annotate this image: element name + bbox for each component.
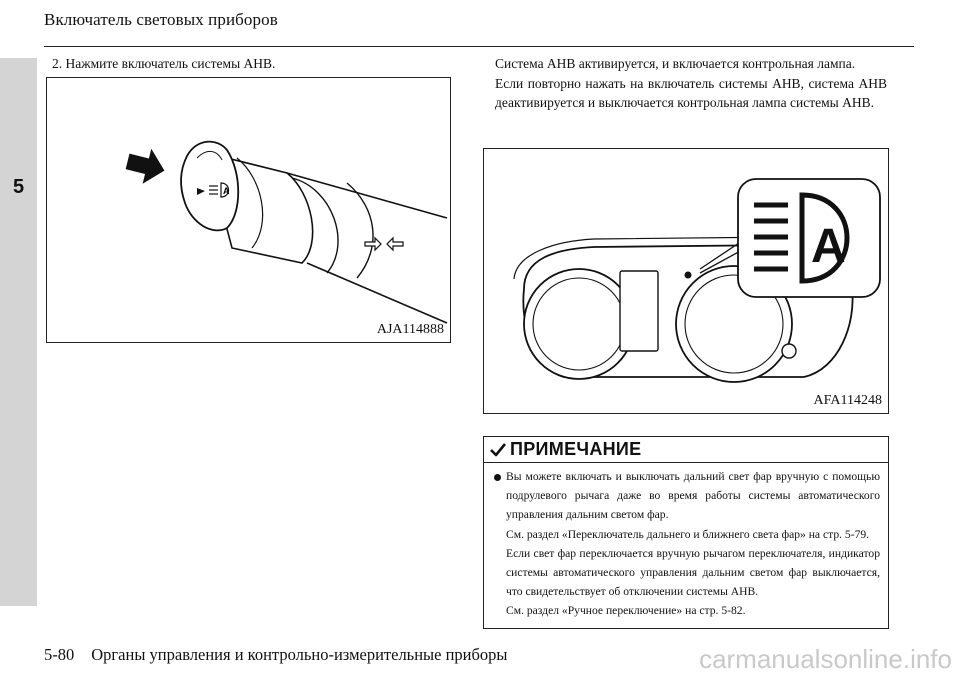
page-footer: [44, 645, 507, 665]
bullet-icon: [494, 474, 501, 481]
svg-text:A: A: [811, 220, 846, 273]
note-body: [484, 463, 888, 621]
note-box: [483, 436, 889, 629]
chapter-number: 5: [12, 176, 25, 198]
page-header-title: Включатель световых приборов: [44, 10, 278, 29]
description-paragraph-1: Система АНВ активируется, и включается контрольная лампа.: [495, 56, 856, 71]
page-number: 5-80: [44, 645, 75, 664]
note-line: См. раздел «Ручное переключение» на стр. 5-82.: [506, 604, 746, 618]
note-header: [484, 437, 888, 463]
footer-title: Органы управления и контрольно-измерительные приборы: [91, 645, 508, 664]
figure-lever-switch: [46, 77, 451, 343]
instrument-cluster-illustration: [484, 149, 888, 413]
description-text: [495, 54, 887, 113]
chapter-side-tab: [0, 58, 37, 606]
push-arrow-icon: [123, 144, 169, 188]
step-instruction: 2. Нажмите включатель системы АНВ.: [52, 56, 276, 71]
note-line: Если свет фар переключается вручную рычагом переключателя, индикатор системы автоматического управления дальним светом фар выключается, что свидетельствует об отключении системы АНВ.: [506, 546, 880, 599]
lever-switch-illustration: [47, 78, 450, 342]
note-line: Вы можете включать и выключать дальний свет фар вручную с помощью подрулевого рычага даже во время работы системы автоматического управления дальним светом фар.: [506, 470, 880, 522]
header-divider: [44, 46, 914, 47]
svg-text:A: A: [223, 186, 230, 196]
figure-instrument-cluster: [483, 148, 889, 414]
figure-code-right: AFA114248: [813, 393, 882, 408]
figure-code-left: AJA114888: [376, 322, 444, 337]
indicator-dot: [685, 272, 692, 279]
watermark: carmanualsonline.info: [699, 644, 952, 674]
note-title: ПРИМЕЧАНИЕ: [510, 439, 642, 459]
description-paragraph-2: Если повторно нажать на включатель системы АНВ, система АНВ деактивируется и выключается контрольная лампа системы АНВ.: [495, 75, 887, 111]
rotate-arrows-icon: [365, 238, 403, 250]
checkmark-icon: [490, 442, 506, 458]
note-line: См. раздел «Переключатель дальнего и ближнего света фар» на стр. 5-79.: [506, 527, 870, 541]
